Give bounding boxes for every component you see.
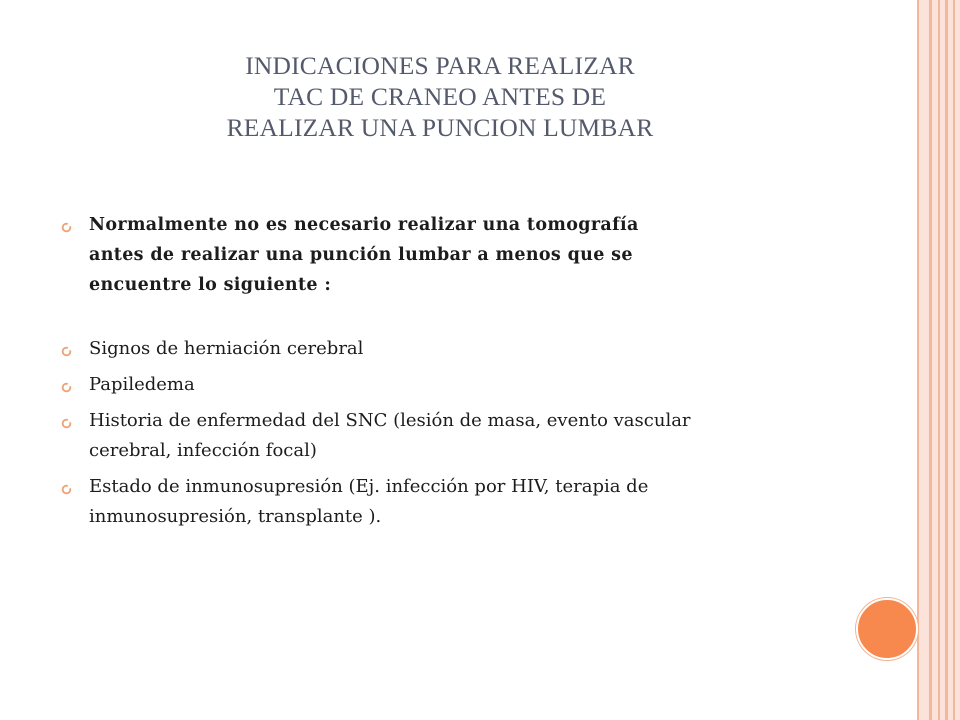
border-stripe	[938, 0, 940, 720]
item-line: cerebral, infección focal)	[89, 440, 317, 461]
title-line: TAC DE CRANEO ANTES DE	[273, 82, 607, 111]
item-line: inmunosupresión, transplante ).	[89, 506, 382, 527]
lead-line: antes de realizar una punción lumbar a menos que se	[89, 245, 633, 265]
lead-line: Normalmente no es necesario realizar una tomografía	[89, 215, 639, 235]
leaf-bullet-icon	[61, 418, 72, 429]
item-line: Papiledema	[89, 374, 195, 395]
list-item	[60, 472, 860, 532]
leaf-bullet-icon	[61, 346, 72, 357]
accent-circle	[856, 598, 918, 660]
leaf-bullet-icon	[61, 382, 72, 393]
list-item	[60, 406, 860, 466]
border-stripe	[929, 0, 932, 720]
border-stripe	[945, 0, 948, 720]
border-stripe	[917, 0, 919, 720]
title-line: INDICACIONES PARA REALIZAR	[245, 51, 635, 80]
item-line: Estado de inmunosupresión (Ej. infección por HIV, terapia de	[89, 476, 649, 497]
list-item	[60, 370, 860, 400]
lead-line: encuentre lo siguiente :	[89, 275, 332, 295]
lead-bullet	[60, 210, 860, 300]
bullet-list	[60, 210, 860, 532]
title-line: REALIZAR UNA PUNCION LUMBAR	[226, 113, 654, 142]
leaf-bullet-icon	[61, 222, 72, 233]
slide-title	[120, 50, 760, 143]
item-line: Historia de enfermedad del SNC (lesión de masa, evento vascular	[89, 410, 691, 431]
spacer	[60, 300, 860, 334]
border-stripe	[953, 0, 955, 720]
list-item	[60, 334, 860, 364]
item-line: Signos de herniación cerebral	[89, 338, 364, 359]
leaf-bullet-icon	[61, 484, 72, 495]
